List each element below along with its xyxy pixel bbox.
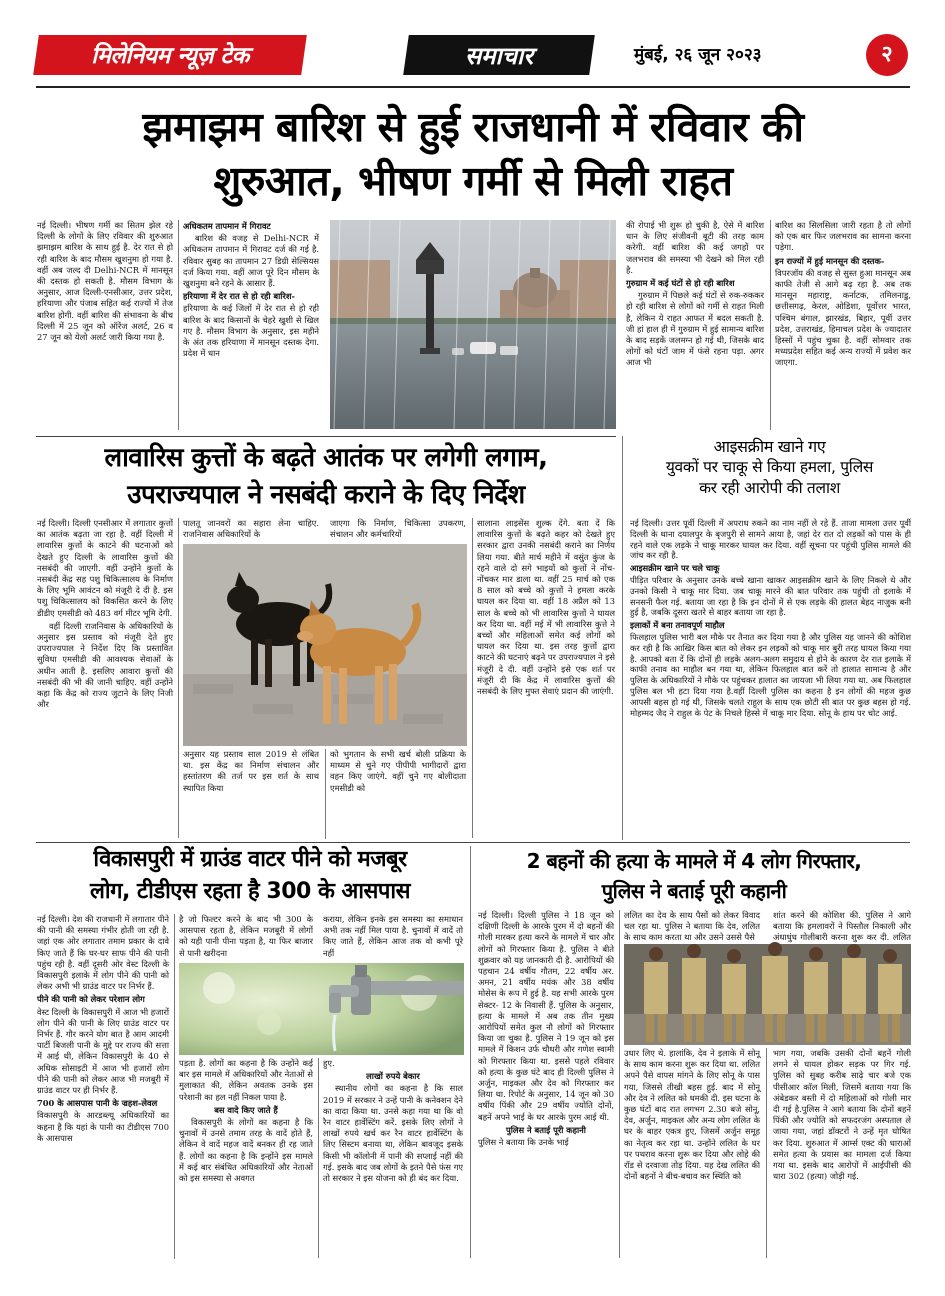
story1-col4 [626, 220, 764, 430]
tap-illustration [179, 963, 464, 1055]
rain-scene-illustration [330, 220, 616, 429]
column-rule [472, 518, 473, 838]
story3-body2: पीड़ित परिवार के अनुसार उनके बच्चे खाना खाकर आइसक्रीम खाने के लिए निकले थे और उनको किसी ने चाकू मार दिया. जब चाकू मारने की बात परिवार तक पहुंची तो इलाके में सनसनी फैल गई. बताया जा रहा है कि इन दोनों में से एक लड़के की हालत बेहद नाजुक बनी हुई है, जबकि दूसरा खतरे से बाहर बताया जा रहा है. [630, 574, 911, 618]
story5-col1-subhead: पुलिस ने बताई पूरी कहानी [506, 1124, 586, 1135]
story1-col2-subhead2: हरियाणा में देर रात से हो रही बारिश- [183, 291, 295, 302]
police-photo [624, 944, 911, 1045]
water-tap-photo [179, 963, 464, 1055]
story3-body3: फिलहाल पुलिस भारी बल मौके पर तैनात कर दिया गया है और पुलिस यह जानने की कोशिश कर रही है कि आखिर किस बात को लेकर इन लड़कों को चाकू मार बुरी तरह घायल किया गया है. आपको बता दें कि दोनों ही लड़के अलग-अलग समुदाय से होने के कारण देर रात इलाके में काफी तनाव का माहौल बन गया था, लेकिन फिलहाल बात करें तो हालात सामान्य है और पुलिस के अधिकारियों ने मौके पर पहुंचकर हालात का जायजा भी लिया गया था. अब फिलहाल पुलिस बल भी हटा दिया गया है.वहीं दिल्ली पुलिस का कहना है इन लोगों की महज कुछ आपसी बहस हो गई थी, जिसके चलते राहुल के साथ एक छोटी सी बात पर कुछ बहस हो गई. मोहम्मद जैद ने राहुल के पेट के निचले हिस्से में चाकू मार दिया. सोनू के हाथ पर चोट आई. [630, 631, 911, 718]
story1-col5-body1: बारिश का सिलसिला जारी रहता है तो लोगों को एक बार फिर जलभराव का सामना करना पड़ेगा. [775, 220, 911, 253]
story1-col5-body2: विपरजॉय की वजह से सुस्त हुआ मानसून अब काफी तेजी से आगे बढ़ रहा है. अब तक मानसून महाराष्ट्र, कर्नाटक, तमिलनाडु, छत्तीसगढ़, केरल, ओडिशा, पूर्वोत्तर भारत, पश्चिम बंगाल, झारखंड, बिहार, पूर्वी उत्तर प्रदेश, उत्तराखंड, हिमाचल प्रदेश के ज्यादातर हिस्सों में पहुंच चुका है. वहीं सोमवार तक मध्यप्रदेश सहित कई अन्य राज्यों में प्रवेश कर जाएगा. [775, 267, 911, 368]
story1-col4-body2: गुरुग्राम में पिछले कई घंटों से रुक-रुककर हो रही बारिश से लोगों को गर्मी से राहत मिली है, लेकिन ये राहत आफत में बदल सकती है. जी हां हाल ही में गुरुग्राम में हुई सामान्य बारिश के बाद सड़कें जलमग्न हो गई थी, जिसके बाद लोगों को घंटों जाम में फंसे रहना पड़ा. अगर आज भी [626, 290, 764, 368]
story2-col3-bottom [330, 749, 466, 839]
story5-col3-bottom-text: भाग गया, जबकि उसकी दोनों बहनें गोली लगने से घायल होकर सड़क पर गिर गई. पुलिस को सुबह करीब साढ़े चार बजे एक पीसीआर कॉल मिली, जिसमें बताया गया कि अंबेडकर बस्ती में दो महिलाओं को गोली मार दी गई है.पुलिस ने आगे बताया कि दोनों बहनें पिंकी और ज्योति को सफदरजंग अस्पताल ले जाया गया, जहां डॉक्टरों ने उन्हें मृत घोषित कर दिया. शुरुआत में आर्म्स एक्ट की धाराओं समेत हत्या के प्रयास का मामला दर्ज किया गया था. इसके बाद आरोपों में आईपीसी की धारा 302 (हत्या) जोड़ी गई. [773, 1048, 911, 1182]
masthead [36, 32, 910, 78]
section-rule [36, 842, 910, 843]
story2-col3-top [330, 518, 466, 542]
story1-col4-subhead: गुरुग्राम में कई घंटों से हो रही बारिश [626, 278, 735, 289]
story4-col3-subhead: लाखों रुपये बेकार [366, 1071, 420, 1082]
story4-col3-top [323, 914, 463, 960]
story4-col2-bottom-text: पड़ता है. लोगों का कहना है कि उन्होंने कई बार इस मामले में अधिकारियों और नेताओं से मुलाकात की, लेकिन अवतक उनके इस परेशानी का हल नहीं निकल पाया है. [179, 1058, 313, 1102]
story1-col2-body2: हरियाणा के कई जिलों में देर रात से हो रही बारिश के बाद किसानों के चेहरे खुशी से खिल गए है. मौसम विभाग के अनुसार, इस महीने के अंत तक हरियाणा में मानसून दस्तक देगा. प्रदेश में धान [183, 303, 319, 359]
story5-headline [476, 846, 912, 906]
story4-col1-text: नई दिल्ली। देश की राजधानी में लगातार पीने की पानी की समस्या गंभीर होती जा रही है. जहां एक ओर लगातार तमाम प्रकार के दावे किए जाते हैं कि घर-घर साफ पीने की पानी पहुंच रही है. वहीं दूसरी ओर वेस्ट दिल्ली के विकासपुरी इलाके में लोग पीने की पानी को लेकर अभी भी ग्राउंड वाटर पर निर्भर हैं. [37, 914, 169, 992]
story4-col3-bottom [323, 1058, 463, 1258]
column-rule [318, 1058, 319, 1258]
police-illustration [624, 944, 911, 1045]
section-title: समाचार [464, 42, 534, 70]
story2-col3-bottom-text: को भुगतान के सभी खर्च बोली प्रक्रिया के माध्यम से चुने गए पीपीपी भागीदारों द्वारा वहन किए जाएंगे. वहीं चुने गए बोलीदाता एमसीडी को [330, 749, 466, 793]
story5-col3-top-text: शांत करने की कोशिश की. पुलिस ने आगे बताया कि हमलावरों ने पिस्तौल निकाली और अंधाधुंध गोलीबारी करना शुरू कर दी. ललित [773, 910, 911, 943]
story4-col2-subhead: बस वादे किए जाते हैं [214, 1104, 278, 1115]
story3-subhead2: इलाकों में बना तनावपूर्ण माहौल [630, 620, 725, 631]
column-rule [766, 1048, 767, 1258]
story5-col2-bottom-text: उधार लिए थे. हालांकि, देव ने इलाके में सोनू के साथ काम करना शुरू कर दिया था. ललित अपने पैसे वापस मांगने के लिए सोनू के पास गया, जिससे तीखी बहस हुई. बाद में सोनू और देव ने ललित को धमकी दी. इस घटना के कुछ घंटों बाद रात लगभग 2.30 बजे सोनू, देव, अर्जुन, माइकल और अन्य लोग ललित के घर के बाहर एकत्र हुए, जिसमें अर्जुन समूह का नेतृत्व कर रहा था. उन्होंने ललित के घर पर पथराव करना शुरू कर दिया और लोहे की रॉड से दरवाजा तोड़ दिया. यह देख ललित की दोनों बहनों ने बीच-बचाव कर स्थिति को [624, 1048, 760, 1182]
column-rule [325, 749, 326, 839]
story2-col2-top [183, 518, 319, 542]
story3-headline-line3: कर रही आरोपी की तलाश [699, 479, 840, 497]
dateline: मुंबई, २६ जून २०२३ [634, 45, 762, 65]
column-rule [178, 518, 179, 838]
story2-col2-top-text: पालतू जानवरों का सहारा लेना चाहिए. राजनिवास अधिकारियों के [183, 518, 319, 540]
story4-col1-subhead2: 700 के आसपास पानी के ज्रहश-लेवल [37, 1098, 158, 1109]
column-rule [770, 220, 771, 430]
story3-body1: नई दिल्ली। उत्तर पूर्वी दिल्ली में अपराध रुकने का नाम नहीं ले रहे हैं. ताजा मामला उत्तर पूर्वी दिल्ली के थाना दयालपुर के बृजपुरी से सामने आया है, जहां देर रात दो लड़कों को पास के ही रहने वाले एक लड़के ने चाकू मारकर घायल कर दिया. वहीं सूचना पर पहुंची पुलिस मामले की जांच कर रही है. [630, 518, 911, 561]
story5-col3-bottom [773, 1048, 911, 1258]
story1-col5-subhead: इन राज्यों में हुई मानसून की दस्तक- [775, 255, 885, 266]
story5-col3-top [773, 910, 911, 944]
story1-col2-subhead1: अधिकतम तापमान में गिरावट [183, 221, 271, 231]
story1-headline-line2: शुरुआत, भीषण गर्मी से मिली राहत [213, 157, 733, 205]
story5-headline-line2: पुलिस ने बताई पूरी कहानी [601, 879, 787, 903]
page-number: २ [881, 42, 893, 67]
story5-col1-body2: पुलिस ने बताया कि उनके भाई [478, 1137, 569, 1148]
story2-headline [36, 440, 616, 514]
story2-col4-text: सालाना लाइसेंस शुल्क देंगे. बता दें कि लावारिस कुत्तों के बढ़ते कहर को देखते हुए सरकार द्वारा उनकी नसबंदी कराने का निर्णय लिया गया. बीते मार्च महीने में वसुंत कुंज के रहने वाले दो सगे भाइयों को कुत्तों ने नोंच-नोंचकर मार डाला था. वहीं 25 मार्च को एक 8 साल को बच्चे को कुत्तों ने हमला करके घायल कर दिया था. वहीं 18 अप्रैल को 13 साल के बच्चे को भी लावारिस कुत्तों ने घायल कर दिया था. वहीं मई में भी लावारिस कुत्ते ने बच्चों और महिलाओं समेत कई लोगों को घायल कर दिया था. इस तरह कुत्तों द्वारा काटने की घटनाएं बढ़ने पर उपराज्यपाल ने इसे मंजूरी दे दी. वहीं उन्होंने इसे एक शर्त पर मंजूरी दी कि केंद्र में लावारिस कुत्तों की नसबंदी के लिए मुफ्त सेवाएं प्रदान की जाएंगी. [477, 518, 615, 697]
story4-col2-top-text: है जो फिल्टर करने के बाद भी 300 के आसपास रहता है, लेकिन मजबूरी में लोगों को यही पानी पीना पड़ता है, या फिर बाजार से पानी खरीदना [179, 914, 313, 958]
rain-photo [330, 220, 616, 429]
story4-col2-bottom [179, 1058, 313, 1258]
column-rule [619, 910, 620, 1258]
story2-headline-line2: उपराज्यपाल ने नसबंदी कराने के दिए निर्देश [127, 480, 525, 510]
column-rule [622, 436, 623, 840]
story2-col2-bottom [183, 749, 319, 839]
story5-col2-bottom [624, 1048, 760, 1258]
story4-col1-body2: वेस्ट दिल्ली के विकासपुरी में आज भी हजारों लोग पीने की पानी के लिए ग्राउंड वाटर पर निर्भर हैं. गौर करने योग बात है आम आदमी पार्टी बिजली पानी के मुद्दे पर राज्य की सत्ता में आई थी, लेकिन विकासपुरी के 40 से अधिक सोसाइटी में आज भी हजारों लोग पीने की पानी को लेकर आज भी मजबूरी में ग्राउंड वाटर पर ही निर्भर हैं. [37, 1006, 169, 1096]
story4-col3-bottom-text: हुए. [323, 1058, 335, 1068]
story1-col1 [37, 220, 173, 430]
story3-headline [628, 436, 911, 499]
story1-col5 [775, 220, 911, 430]
story5-col2-top [624, 910, 760, 944]
brand-name: मिलेनियम न्यूज़ टेक [91, 43, 249, 69]
story4-col1-subhead1: पीने की पानी को लेकर परेशान लोग [37, 994, 145, 1005]
story5-headline-line1: 2 बहनों की हत्या के मामले में 4 लोग गिरफ्तार, [526, 849, 862, 873]
column-rule [178, 220, 179, 430]
story4-col3-body2: स्थानीय लोगों का कहना है कि साल 2019 में सरकार ने उन्हें पानी के कनेक्शन देने का वादा किया था. उनसे कहा गया था कि वो रैन वाटर हार्वेस्टिंग करें. इसके लिए लोगों ने लाखों रुपये खर्च कर रैन वाटर हार्वेस्टिंग के लिए सिस्टम बनाया था, लेकिन बावजूद इसके किसी भी कॉलोनी में पानी की सप्लाई नहीं की गई. इसके बाद जब लोगों के इतने पैसे फंस गए तो सरकार ने इस योजना को ही बंद कर दिया. [323, 1083, 463, 1184]
story4-col2-top [179, 914, 313, 960]
story2-col1 [37, 518, 173, 838]
story3-body [630, 518, 911, 840]
story3-headline-line2: युवकों पर चाकू से किया हमला, पुलिस [665, 458, 874, 476]
story4-col2-body2: विकासपुरी के लोगों का कहना है कि चुनावों में उनसे तमाम तरह के वादें होते हैं, लेकिन वे वादें महज वादें बनकर ही रह जाते हैं. लोगों का कहना है कि इन्होंने इस मामले में कई बार संबंधित अधिकारियों और नेताओं को इस समस्या से अवगत [179, 1117, 313, 1184]
story4-headline-line1: विकासपुरी में ग्राउंड वाटर पीने को मजबूर [93, 847, 407, 872]
story4-col1 [37, 914, 169, 1259]
column-rule [174, 914, 175, 1259]
story1-col1-text: नई दिल्ली। भीषण गर्मी का सितम झेल रहे दिल्ली के लोगों के लिए रविवार की शुरुआत झमाझम बारिश के साथ हुई है. देर रात से हो रही बारिश के बाद मौसम खुशनुमा हो गया है. वहीं अब जल्द दी Delhi-NCR में मानसून की दस्तक हो सकती है. मौसम विभाग के अनुसार, आज दिल्ली-एनसीआर, उत्तर प्रदेश, हरियाणा और पंजाब सहित कई राज्यों में तेज बारिश होगी. वहीं बारिश की संभावना के बीच दिल्ली में 25 जून को ऑरेंज अलर्ट, 26 व 27 जून को येलो अलर्ट जारी किया गया है. [37, 220, 173, 343]
story4-col1-body3: विकासपुरी के आरडब्ल्यू अधिकारियों का कहना है कि यहां के पानी का टीडीएस 700 के आसपास [37, 1110, 169, 1143]
story2-col4 [477, 518, 615, 838]
story4-headline-line2: लोग, टीडीएस रहता है 300 के आसपास [90, 879, 410, 904]
story1-col2 [183, 220, 319, 430]
story1-headline-line1: झमाझम बारिश से हुई राजधानी में रविवार की [142, 103, 804, 151]
story1-col2-body1: बारिश की वजह से Delhi-NCR में अधिकतम तापमान में गिरावट दर्ज की गई है. रविवार सुबह का तापमान 27 डिग्री सेल्सियस दर्ज किया गया. वहीं आज पूरे दिन मौसम के खुशनुमा बने रहने के आसार हैं. [183, 233, 319, 289]
story3-headline-line1: आइसक्रीम खाने गए [713, 437, 826, 456]
stray-dogs-photo [183, 544, 467, 746]
story5-col1-text: नई दिल्ली। दिल्ली पुलिस ने 18 जून को दक्षिणी दिल्ली के आरके पुरम में दो बहनों की गोली मारकर हत्या करने के मामले में चार और लोगों को गिरफ्तार किया है. पुलिस ने बीते शुक्रवार को यह जानकारी दी है. आरोपियों की पहचान 24 वर्षीय गौतम, 22 वर्षीय अर. अमन, 21 वर्षीय मयंक और 38 वर्षीय मोसेस के रूप में हुई है. यह सभी आरके पुरम सेक्टर- 12 के निवासी हैं. पुलिस के अनुसार, हत्या के मामले में अब तक तीन मुख्य आरोपियों समेत कुल नौ लोगों को गिरफ्तार किया जा चुका है. पुलिस ने 19 जून को इस मामले में किशन उर्फ चौधरी और गणेश स्वामी को गिरफ्तार किया था. इससे पहले रविवार को हत्या के कुछ घंटे बाद ही दिल्ली पुलिस ने अर्जुन, माइकल और देव को गिरफ्तार कर लिया था. रिपोर्ट के अनुसार, 14 जून को 30 वर्षीय पिंकी और 29 वर्षीय ज्योति दोनों, बहनें अपने भाई के घर आरके पुरम आई थी. [478, 910, 614, 1122]
story2-col1b-text: वहीं दिल्ली राजनिवास के अधिकारियों के अनुसार इस प्रस्ताव को मंजूरी देते हुए उपराज्यपाल ने निर्देश दिए कि प्रस्तावित सुविधा एमसीडी की आवश्यक सेवाओं के अधीन आती है. इसलिए आवारा कुत्तों की नसबंदी की भी की जानी चाहिए. वहीं उन्होंने कहा कि केंद्र को राज्य जुटाने के लिए निजी और [37, 620, 173, 710]
story2-headline-line1: लावारिस कुत्तों के बढ़ते आतंक पर लगेगी लगाम, [104, 443, 548, 473]
story2-col2-bottom-text: अनुसार यह प्रस्ताव साल 2019 से लंबित था. इस केंद्र का निर्माण संचालन और हस्तांतरण की तर्ज पर इस शर्त के साथ स्थापित किया [183, 749, 319, 793]
story1-headline [36, 100, 910, 208]
story2-col1-text: नई दिल्ली। दिल्ली एनसीआर में लगातार कुत्तों का आतंक बढ़ता जा रहा है. वहीं दिल्ली में लावारिस कुत्तों के काटने की घटनाओं को देखते हुए दिल्ली के लावारिस कुत्तों की नसबंदी की जाएगी. वहीं उन्होंने कुत्तों के नसबंदी केंद्र सह पशु चिकित्सालय के निर्माण के लिए भूमि आवंटन को मंजूरी दे दी है. इस पशु चिकित्सालय को विकसित करने के लिए डीडीए एमसीडी को 483 वर्ग मीटर भूमि देगी. [37, 518, 173, 618]
story5-col1 [478, 910, 614, 1258]
masthead-rule [36, 86, 910, 88]
story1-col4-body1: की रोपाई भी शुरू हो चुकी है, ऐसे में बारिश धान के लिए संजीवनी बूटी की तरह काम करेगी. वहीं बारिश की कई जगहों पर जलभराव की समस्या भी देखने को मिल रही है. [626, 220, 764, 275]
story3-subhead1: आइसक्रीम खाने पर चले चाकू [630, 563, 720, 574]
story5-col2-top-text: ललित का देव के साथ पैसों को लेकर विवाद चल रहा था. पुलिस ने बताया कि देव, ललित के साथ काम करता था और उसने उससे पैसे [624, 910, 760, 943]
story4-col3-top-text: कराया, लेकिन इनके इस समस्या का समाधान अभी तक नहीं मिल पाया है. चुनावों में वादें तो किए जाते हैं, लेकिन आज तक वो कभी पूरे नहीं [323, 914, 463, 958]
column-rule [470, 846, 471, 1258]
dogs-illustration [183, 544, 467, 746]
section-rule [36, 436, 616, 437]
story4-headline [36, 844, 464, 908]
story2-col3-top-text: जाएगा कि निर्माण, चिकित्सा उपकरण, संचालन और कर्मचारियों [330, 518, 466, 540]
